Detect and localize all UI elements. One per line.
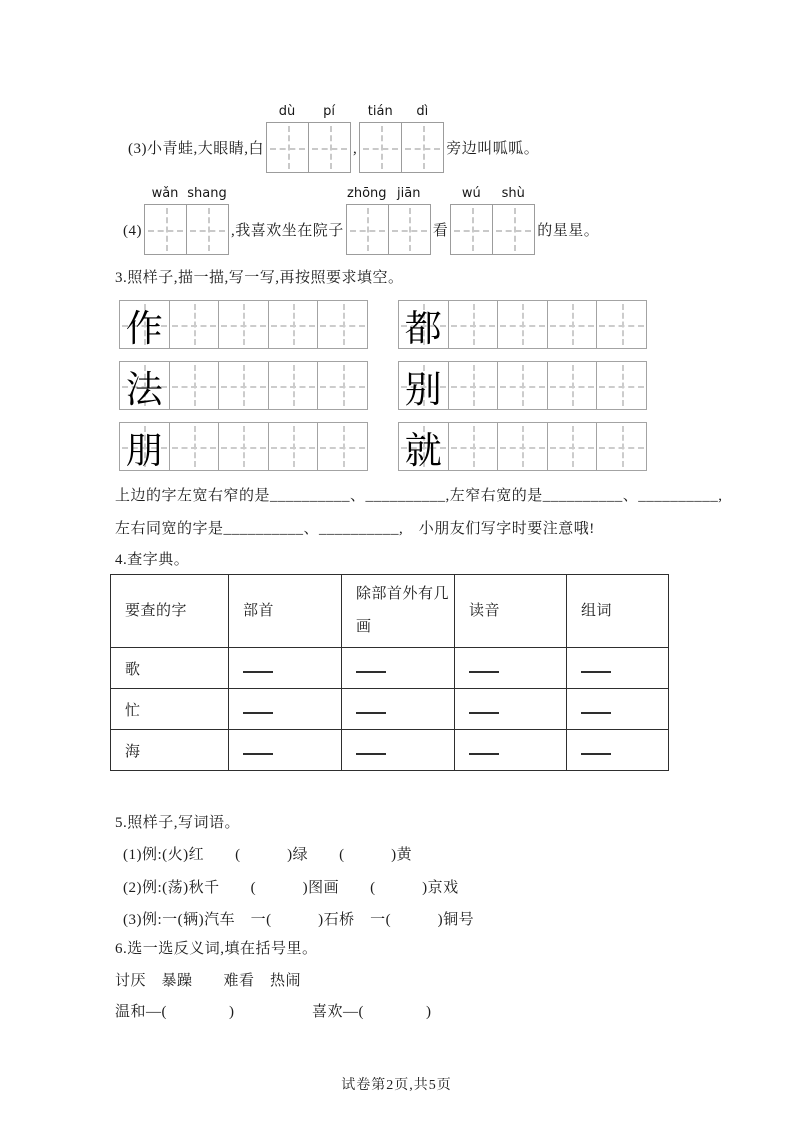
- question5-item-1: (1)例:(火)红 ( )绿 ( )黄: [123, 847, 413, 863]
- table-cell: [455, 730, 567, 771]
- question6-answer-line: 温和—( ) 喜欢—( ): [115, 1004, 432, 1020]
- writing-cell: [268, 301, 318, 348]
- writing-cell: [169, 362, 219, 409]
- writing-cell: [360, 123, 401, 172]
- table-row: [111, 730, 669, 771]
- writing-cell: [267, 123, 308, 172]
- pinyin-syllable: wú: [461, 186, 481, 201]
- model-character: 法: [125, 369, 163, 411]
- sentence-mid: ,我喜欢坐在院子: [231, 223, 344, 239]
- column-header: 除部首外有几画: [342, 575, 455, 648]
- writing-box: [450, 204, 535, 255]
- lookup-character: 歌: [111, 648, 229, 689]
- blank-line: [243, 671, 273, 673]
- writing-cell: [120, 301, 169, 348]
- writing-cell: [120, 362, 169, 409]
- practice-grid: [119, 361, 368, 410]
- column-header: 读音: [455, 575, 567, 648]
- column-header: 组词: [567, 575, 669, 648]
- model-character: 朋: [125, 430, 163, 472]
- writing-cell: [218, 423, 268, 470]
- writing-box: [359, 122, 444, 173]
- sentence-mid: 看: [432, 223, 449, 239]
- pinyin-row: [346, 186, 431, 204]
- writing-cell: [547, 423, 597, 470]
- table-cell: [342, 730, 455, 771]
- pinyin-box-group-wanshang: [144, 186, 229, 255]
- pinyin-box-group-dupi: [266, 104, 351, 173]
- pinyin-syllable: shù: [501, 186, 525, 201]
- writing-cell: [547, 301, 597, 348]
- blank-line: [356, 671, 386, 673]
- page-footer: 试卷第2页,共5页: [341, 1078, 452, 1093]
- table-cell: [455, 648, 567, 689]
- writing-cell: [448, 301, 498, 348]
- table-cell: [229, 730, 342, 771]
- pinyin-syllable: tián: [367, 104, 393, 119]
- table-cell: [229, 689, 342, 730]
- writing-cell: [448, 362, 498, 409]
- writing-cell: [401, 123, 443, 172]
- writing-cell: [347, 205, 388, 254]
- sentence-prefix: (3)小青蛙,大眼睛,白: [128, 141, 264, 157]
- pinyin-row: [266, 104, 351, 122]
- model-character: 作: [125, 308, 163, 350]
- blank-line: [356, 753, 386, 755]
- practice-grid: [398, 361, 647, 410]
- table-cell: [229, 648, 342, 689]
- practice-grid: [119, 300, 368, 349]
- model-character: 就: [404, 430, 442, 472]
- question6-word-bank: 讨厌 暴躁 难看 热闹: [115, 973, 302, 989]
- pinyin-syllable: wǎn: [151, 186, 179, 201]
- writing-cell: [596, 423, 646, 470]
- lookup-character: 海: [111, 730, 229, 771]
- column-header: 要查的字: [111, 575, 229, 648]
- sentence-comma: ,: [353, 141, 358, 157]
- writing-cell: [492, 205, 534, 254]
- pinyin-box-group-tiandi: [359, 104, 444, 173]
- table-cell: [567, 689, 669, 730]
- writing-cell: [451, 205, 492, 254]
- writing-cell: [169, 301, 219, 348]
- pinyin-row: [450, 186, 535, 204]
- blank-line: [243, 753, 273, 755]
- pinyin-box-group-wushu: [450, 186, 535, 255]
- writing-cell: [268, 362, 318, 409]
- writing-cell: [186, 205, 228, 254]
- writing-cell: [218, 362, 268, 409]
- dictionary-lookup-table: [110, 574, 669, 771]
- writing-cell: [596, 362, 646, 409]
- writing-box: [144, 204, 229, 255]
- pinyin-box-group-zhongjian: [346, 186, 431, 255]
- question3-title: 3.照样子,描一描,写一写,再按照要求填空。: [115, 270, 404, 286]
- pinyin-syllable: pí: [323, 104, 335, 119]
- blank-line: [469, 671, 499, 673]
- writing-cell: [308, 123, 350, 172]
- lookup-character: 忙: [111, 689, 229, 730]
- pinyin-row: [359, 104, 444, 122]
- column-header: 部首: [229, 575, 342, 648]
- writing-cell: [448, 423, 498, 470]
- writing-cell: [388, 205, 430, 254]
- practice-grid: [398, 300, 647, 349]
- writing-cell: [145, 205, 186, 254]
- question3-fill-line-2: 左右同宽的字是__________、__________, 小朋友们写字时要注意哦!: [115, 521, 595, 537]
- sentence-suffix: 的星星。: [537, 223, 600, 239]
- blank-line: [469, 753, 499, 755]
- question5-item-2: (2)例:(荡)秋千 ( )图画 ( )京戏: [123, 880, 459, 896]
- pinyin-syllable: dì: [416, 104, 429, 119]
- question4-title: 4.查字典。: [115, 552, 190, 568]
- question3-fill-line-1: 上边的字左宽右窄的是__________、__________,左窄右宽的是__________、__________,: [115, 488, 723, 504]
- writing-cell: [268, 423, 318, 470]
- question5-title: 5.照样子,写词语。: [115, 815, 241, 831]
- table-row: [111, 648, 669, 689]
- table-cell: [567, 648, 669, 689]
- writing-cell: [497, 423, 547, 470]
- writing-cell: [317, 362, 367, 409]
- writing-box: [346, 204, 431, 255]
- writing-cell: [399, 362, 448, 409]
- model-character: 别: [404, 369, 442, 411]
- blank-line: [243, 712, 273, 714]
- writing-cell: [497, 301, 547, 348]
- practice-grid: [398, 422, 647, 471]
- writing-cell: [399, 423, 448, 470]
- writing-cell: [120, 423, 169, 470]
- pinyin-syllable: jiān: [397, 186, 421, 201]
- blank-line: [356, 712, 386, 714]
- blank-line: [469, 712, 499, 714]
- pinyin-syllable: zhōng: [347, 186, 387, 201]
- pinyin-syllable: dù: [278, 104, 296, 119]
- pinyin-row: [144, 186, 229, 204]
- table-cell: [342, 689, 455, 730]
- blank-line: [581, 712, 611, 714]
- blank-line: [581, 753, 611, 755]
- question2-item4: [123, 186, 599, 255]
- table-header-row: [111, 575, 669, 648]
- writing-cell: [399, 301, 448, 348]
- model-character: 都: [404, 308, 442, 350]
- writing-cell: [596, 301, 646, 348]
- pinyin-syllable: shang: [187, 186, 227, 201]
- writing-cell: [497, 362, 547, 409]
- table-cell: [567, 730, 669, 771]
- table-row: [111, 689, 669, 730]
- sentence-suffix: 旁边叫呱呱。: [446, 141, 540, 157]
- practice-grid: [119, 422, 368, 471]
- sentence-prefix: (4): [123, 223, 142, 239]
- question6-title: 6.选一选反义词,填在括号里。: [115, 941, 318, 957]
- writing-box: [266, 122, 351, 173]
- writing-cell: [317, 301, 367, 348]
- writing-cell: [169, 423, 219, 470]
- question5-item-3: (3)例:一(辆)汽车 一( )石桥 一( )铜号: [123, 912, 475, 928]
- writing-cell: [547, 362, 597, 409]
- writing-cell: [218, 301, 268, 348]
- table-cell: [455, 689, 567, 730]
- writing-cell: [317, 423, 367, 470]
- blank-line: [581, 671, 611, 673]
- table-cell: [342, 648, 455, 689]
- question2-item3: [128, 104, 539, 173]
